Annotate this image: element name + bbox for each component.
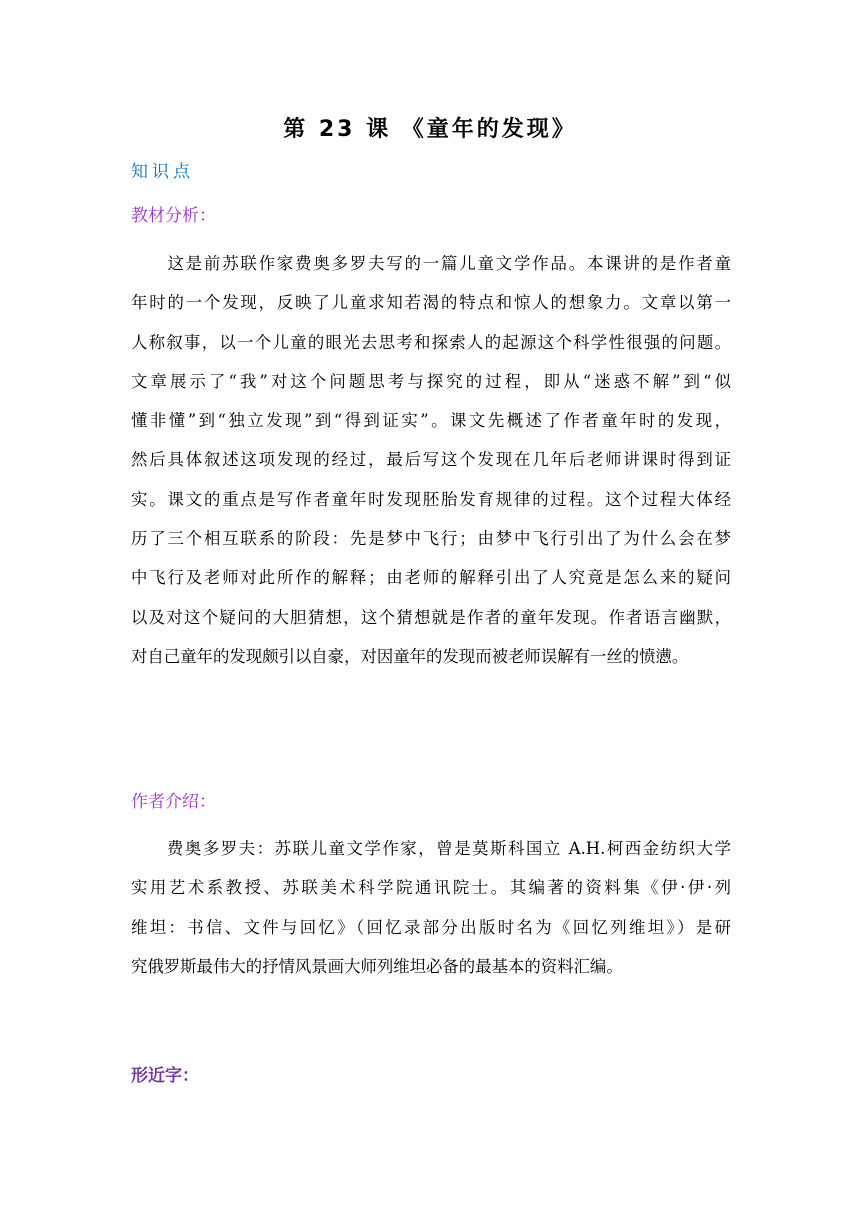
paragraph-line: 这是前苏联作家费奥多罗夫写的一篇儿童文学作品。本课讲的是作者童 [131, 254, 731, 273]
paragraph-line: 对自己童年的发现颇引以自豪，对因童年的发现而被老师误解有一丝的愤懑。 [131, 646, 689, 666]
paragraph-line: 实。课文的重点是写作者童年时发现胚胎发育规律的过程。这个过程大体经 [131, 489, 731, 509]
paragraph-line: 实用艺术系教授、苏联美术科学院通讯院士。其编著的资料集《伊·伊·列 [131, 878, 731, 898]
knowledge-heading: 知识点 [131, 162, 194, 182]
paragraph-line: 以及对这个疑问的大胆猜想，这个猜想就是作者的童年发现。作者语言幽默， [131, 607, 731, 627]
similar-characters-heading: 形近字： [131, 1066, 199, 1086]
paragraph-line: 究俄罗斯最伟大的抒情风景画大师列维坦必备的最基本的资料汇编。 [131, 956, 623, 976]
paragraph-line: 文章展示了“我”对这个问题思考与探究的过程，即从“迷惑不解”到“似 [131, 371, 731, 391]
material-analysis-paragraph [131, 244, 731, 676]
paragraph-line: 费奥多罗夫：苏联儿童文学作家，曾是莫斯科国立 A.H.柯西金纺织大学 [131, 839, 731, 858]
paragraph-line: 历了三个相互联系的阶段：先是梦中飞行；由梦中飞行引出了为什么会在梦 [131, 529, 731, 549]
paragraph-line: 然后具体叙述这项发现的经过，最后写这个发现在几年后老师讲课时得到证 [131, 450, 731, 470]
material-analysis-heading: 教材分析： [131, 206, 216, 226]
paragraph-line: 懂非懂”到“独立发现”到“得到证实”。课文先概述了作者童年时的发现， [131, 411, 731, 431]
paragraph-line: 中飞行及老师对此所作的解释；由老师的解释引出了人究竟是怎么来的疑问 [131, 568, 731, 588]
lesson-title: 第 23 课 《童年的发现》 [283, 117, 577, 142]
author-intro-heading: 作者介绍： [131, 792, 216, 812]
paragraph-line: 年时的一个发现，反映了儿童求知若渴的特点和惊人的想象力。文章以第一 [131, 293, 731, 313]
author-intro-paragraph [131, 829, 731, 986]
paragraph-line: 人称叙事，以一个儿童的眼光去思考和探索人的起源这个科学性很强的问题。 [131, 332, 731, 352]
paragraph-line: 维坦：书信、文件与回忆》（回忆录部分出版时名为《回忆列维坦》）是研 [131, 917, 731, 937]
